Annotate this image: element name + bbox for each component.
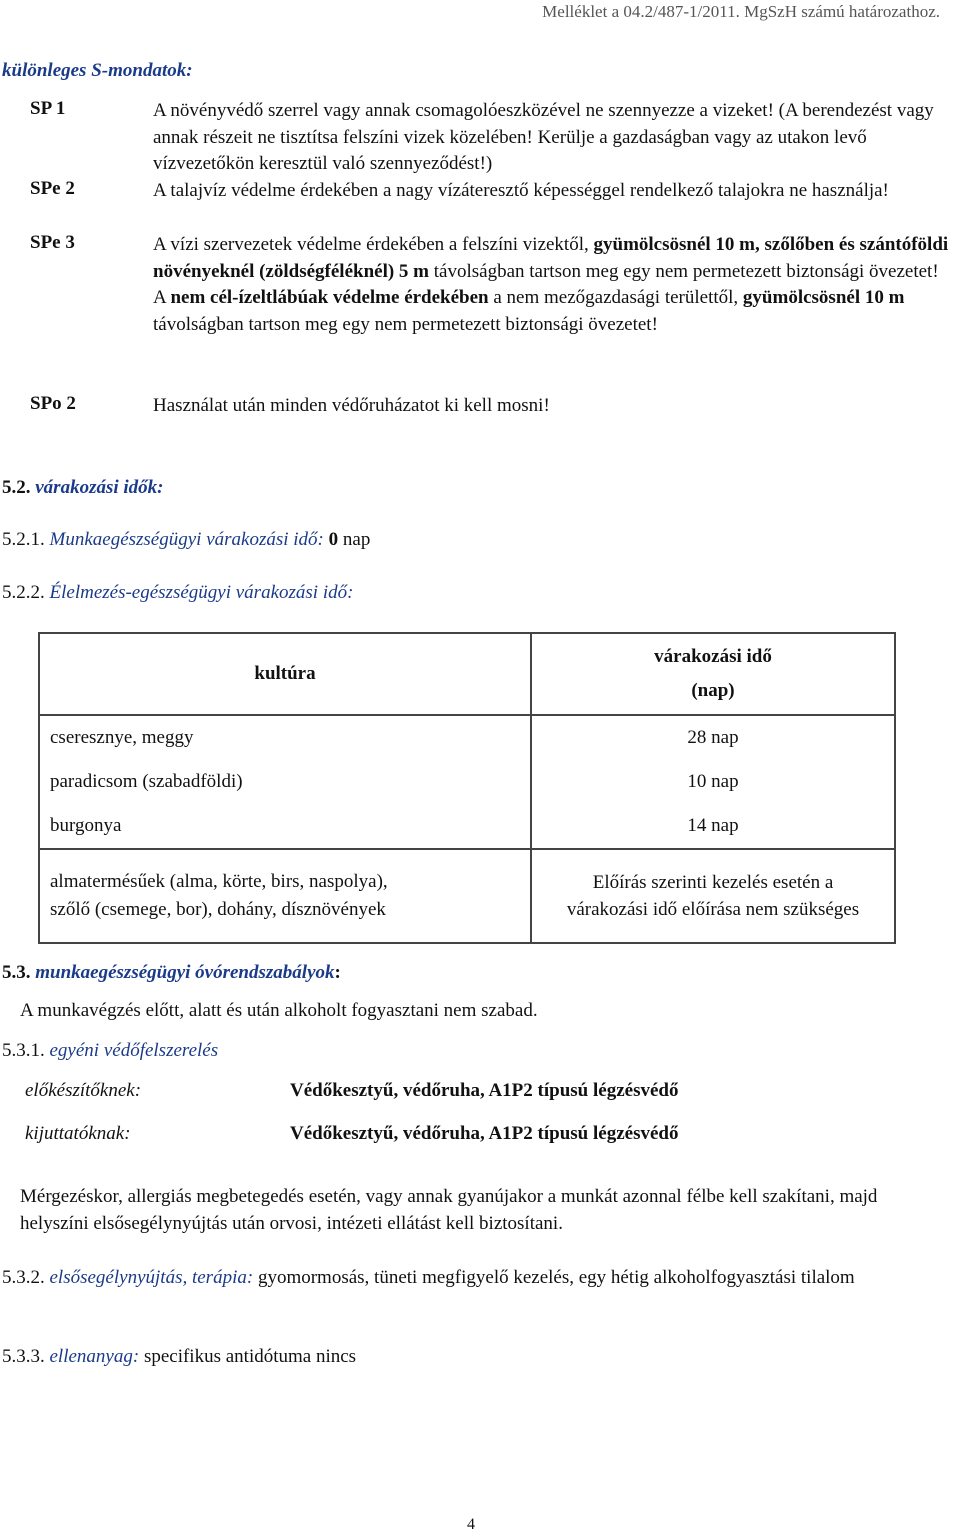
page-number: 4 xyxy=(467,1516,475,1533)
culture-cell-last: almatermésűek (alma, körte, birs, naspolya), szőlő (csemege, bor), dohány, dísznövények xyxy=(39,849,531,943)
header-note: Melléklet a 04.2/487-1/2011. MgSzH számú határozathoz. xyxy=(542,2,940,21)
header-waiting-time: várakozási idő (nap) xyxy=(531,633,895,715)
table-header-row xyxy=(39,633,895,715)
phrase-code-sp1: SP 1 xyxy=(30,98,66,119)
phrase-code-spe2: SPe 2 xyxy=(30,178,75,199)
gear-label-applicators: kijuttatóknak: xyxy=(25,1123,131,1144)
table-row: cseresznye, meggy xyxy=(50,727,194,748)
table-row-group xyxy=(39,715,895,849)
table-row: 14 nap xyxy=(687,815,739,836)
culture-cell xyxy=(39,715,531,849)
phrase-code-spe3: SPe 3 xyxy=(30,232,75,253)
table-row: 10 nap xyxy=(687,771,739,792)
section-5-3-1: 5.3.1. egyéni védőfelszerelés xyxy=(2,1040,219,1061)
special-phrases-heading: különleges S-mondatok: xyxy=(2,60,193,81)
phrase-text-sp1: A növényvédő szerrel vagy annak csomagolóeszközével ne szennyezze a vizeket! (A berendezést vagy annak részeit ne tisztítsa felszíni vizek közelében! Kerülje a gazdaságban vagy az utakon levő vízvezetőkön keresztül való szennyeződést!) xyxy=(153,100,934,174)
section-5-2-1: 5.2.1. Munkaegészségügyi várakozási idő: 0 nap xyxy=(2,529,371,550)
section-5-2-heading: 5.2. várakozási idők: xyxy=(2,477,164,498)
phrase-text-spe2: A talajvíz védelme érdekében a nagy vízáteresztő képességgel rendelkező talajokra ne használja! xyxy=(153,180,889,201)
table-row: 28 nap xyxy=(687,727,739,748)
section-5-3-2: 5.3.2. elsősegélynyújtás, terápia: gyomormosás, tüneti megfigyelő kezelés, egy hétig alkoholfogyasztási tilalom xyxy=(2,1267,855,1288)
section-5-2-2: 5.2.2. Élelmezés-egészségügyi várakozási idő: xyxy=(2,582,354,603)
table-row: burgonya xyxy=(50,815,122,836)
section-5-3-text: A munkavégzés előtt, alatt és után alkoholt fogyasztani nem szabad. xyxy=(20,1000,538,1021)
phrase-text-spo2: Használat után minden védőruházatot ki kell mosni! xyxy=(153,395,550,416)
waiting-cell xyxy=(531,715,895,849)
gear-value-preparers: Védőkesztyű, védőruha, A1P2 típusú légzésvédő xyxy=(290,1080,679,1101)
header-culture: kultúra xyxy=(39,633,531,715)
section-5-3-3: 5.3.3. ellenanyag: specifikus antidótuma nincs xyxy=(2,1346,357,1367)
section-5-3-heading: 5.3. munkaegészségügyi óvórendszabályok: xyxy=(2,962,341,983)
waiting-time-table xyxy=(38,632,896,944)
poisoning-paragraph: Mérgezéskor, allergiás megbetegedés esetén, vagy annak gyanújakor a munkát azonnal félbe kell szakítani, majd helyszíni elsősegélynyújtás után orvosi, intézeti ellátást kell biztosítani. xyxy=(20,1186,878,1234)
phrase-code-spo2: SPo 2 xyxy=(30,393,76,414)
gear-value-applicators: Védőkesztyű, védőruha, A1P2 típusú légzésvédő xyxy=(290,1123,679,1144)
table-row: paradicsom (szabadföldi) xyxy=(50,771,243,792)
gear-label-preparers: előkészítőknek: xyxy=(25,1080,142,1101)
table-row-last xyxy=(39,849,895,943)
phrase-text-spe3: A vízi szervezetek védelme érdekében a felszíni vizektől, gyümölcsösnél 10 m, szőlőben és szántóföldi növényeknél (zöldségféléknél) 5 m távolságban tartson meg egy nem permetezett biztonsági övezetet! A nem cél-ízeltlábúak védelme érdekében a nem mezőgazdasági területtől, gyümölcsösnél 10 m távolságban tartson meg egy nem permetezett biztonsági övezetet! xyxy=(153,234,949,335)
waiting-cell-last: Előírás szerinti kezelés esetén a várakozási idő előírása nem szükséges xyxy=(531,849,895,943)
